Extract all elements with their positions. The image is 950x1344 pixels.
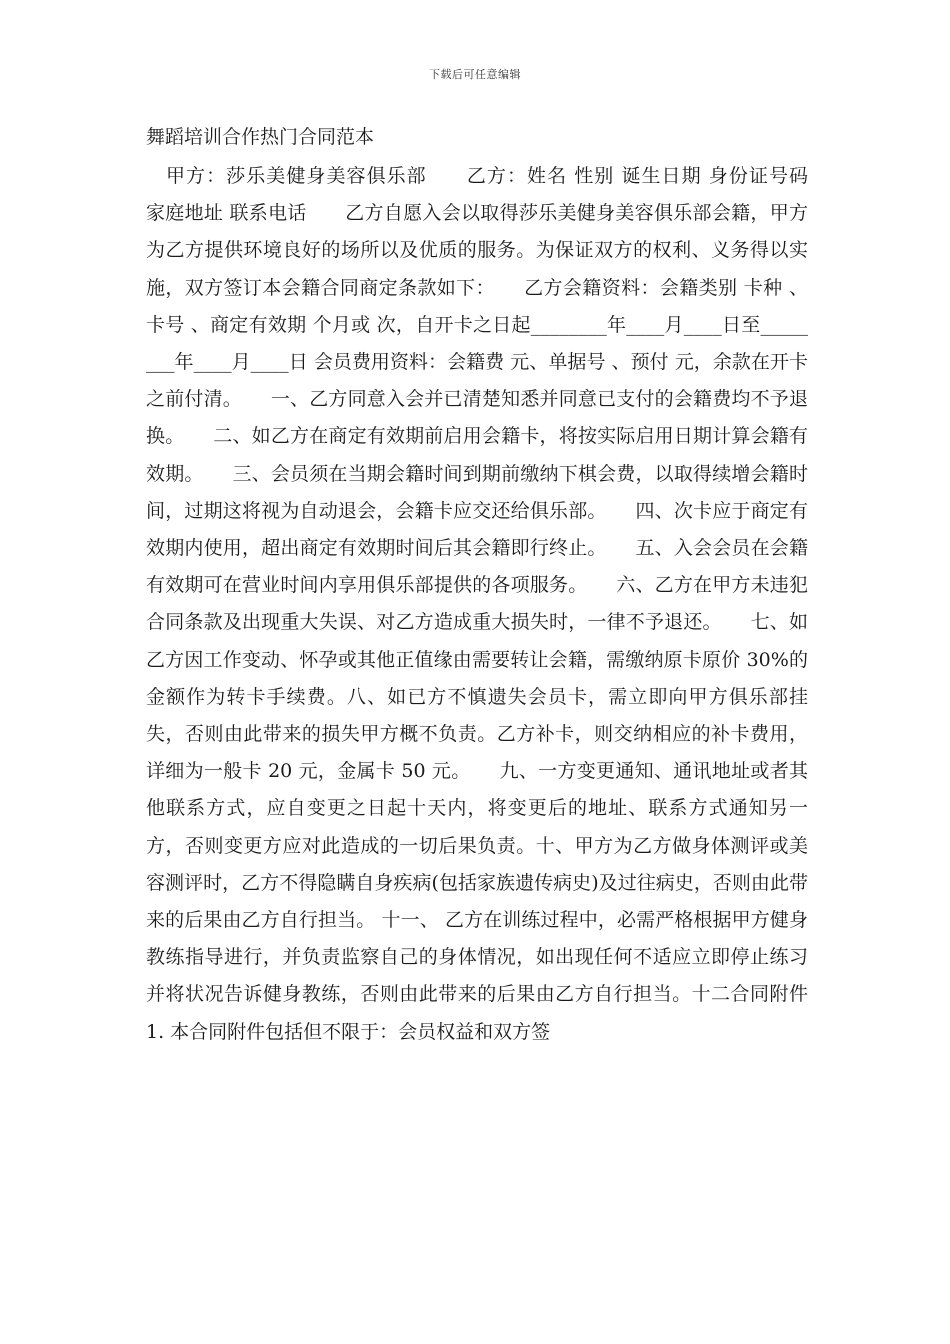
document-title: 舞蹈培训合作热门合同范本 [146, 126, 375, 148]
contract-body: 甲方：莎乐美健身美容俱乐部 乙方：姓名 性别 诞生日期 身份证号码 家庭地址 联系电话 乙方自愿入会以取得莎乐美健身美容俱乐部会籍，甲方为乙方提供环境良好的场所以及优质的服务。为保证双方的权利、义务得以实施，双方签订本会籍合同商定条款如下： 乙方会籍资料：会籍类别 卡种 、卡号 、商定有效期 个月或 次，自开卡之日起________年____月____日至________年____月____日 会员费用资料：会籍费 元、单据号 、预付 元，余款在开卡之前付清。 一、乙方同意入会并已清楚知悉并同意已支付的会籍费均不予退换。 二、如乙方在商定有效期前启用会籍卡，将按实际启用日期计算会籍有效期。 三、会员须在当期会籍时间到期前缴纳下棋会费，以取得续增会籍时间，过期这将视为自动退会，会籍卡应交还给俱乐部。 四、次卡应于商定有效期内使用，超出商定有效期时间后其会籍即行终止。 五、入会会员在会籍有效期可在营业时间内享用俱乐部提供的各项服务。 六、乙方在甲方未违犯合同条款及出现重大失误、对乙方造成重大损失时，一律不予退还。 七、如乙方因工作变动、怀孕或其他正值缘由需要转让会籍，需缴纳原卡原价 30%的金额作为转卡手续费。八、如已方不慎遗失会员卡，需立即向甲方俱乐部挂失，否则由此带来的损失甲方概不负责。乙方补卡，则交纳相应的补卡费用，详细为一般卡 20 元，金属卡 50 元。 九、一方变更通知、通讯地址或者其他联系方式，应自变更之日起十天内，将变更后的地址、联系方式通知另一方，否则变更方应对此造成的一切后果负责。十、甲方为乙方做身体测评或美容测评时，乙方不得隐瞒自身疾病(包括家族遗传病史)及过往病史，否则由此带来的后果由乙方自行担当。 十一、 乙方在训练过程中，必需严格根据甲方健身教练指导进行，并负责监察自己的身体情况，如出现任何不适应立即停止练习并将状况告诉健身教练，否则由此带来的后果由乙方自行担当。十二合同附件 1. 本合同附件包括但不限于：会员权益和双方签 [146, 165, 847, 1043]
page-header: 下载后可任意编辑 [429, 68, 521, 81]
